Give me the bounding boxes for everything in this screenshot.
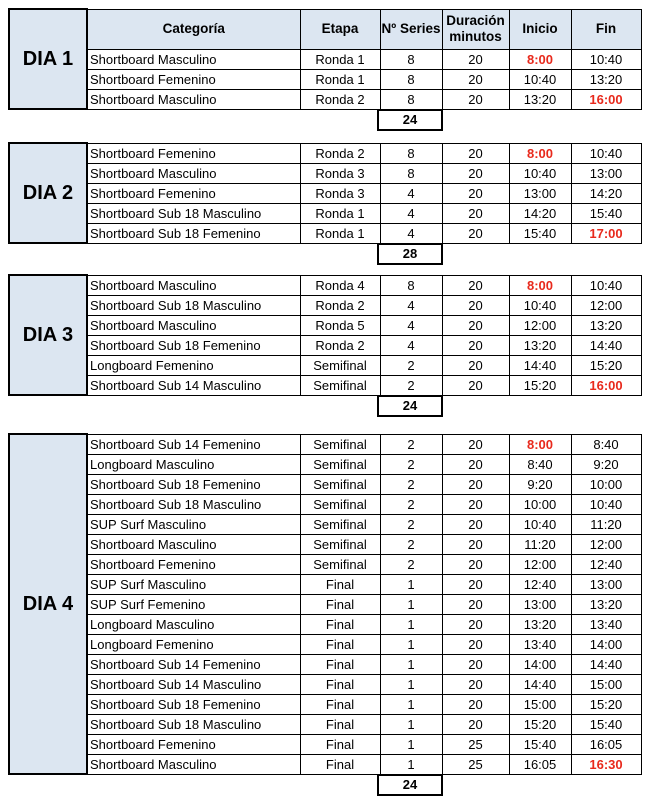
etapa-cell: Semifinal	[300, 474, 380, 494]
categoria-cell: Shortboard Sub 18 Femenino	[87, 223, 300, 243]
header-series: Nº Series	[380, 9, 442, 49]
header-etapa: Etapa	[300, 9, 380, 49]
duracion-cell: 20	[442, 614, 509, 634]
duracion-cell: 25	[442, 734, 509, 754]
etapa-cell: Semifinal	[300, 454, 380, 474]
header-duracion: Duración minutos	[442, 9, 509, 49]
series-cell: 1	[380, 654, 442, 674]
inicio-cell: 9:20	[509, 474, 571, 494]
day-label: DIA 3	[9, 275, 87, 395]
inicio-cell: 11:20	[509, 534, 571, 554]
series-cell: 4	[380, 295, 442, 315]
etapa-cell: Ronda 3	[300, 183, 380, 203]
series-cell: 4	[380, 223, 442, 243]
total-row	[8, 396, 640, 418]
series-cell: 1	[380, 574, 442, 594]
day-label: DIA 2	[9, 143, 87, 243]
series-cell: 2	[380, 454, 442, 474]
categoria-cell: Shortboard Masculino	[87, 315, 300, 335]
etapa-cell: Final	[300, 714, 380, 734]
total-row	[8, 244, 640, 266]
duracion-cell: 20	[442, 203, 509, 223]
series-cell: 2	[380, 355, 442, 375]
fin-cell: 13:00	[571, 163, 641, 183]
table-row	[9, 654, 641, 674]
fin-cell: 12:00	[571, 295, 641, 315]
duracion-cell: 20	[442, 183, 509, 203]
day-table	[8, 433, 642, 775]
table-row	[9, 634, 641, 654]
inicio-cell: 10:40	[509, 69, 571, 89]
duracion-cell: 20	[442, 514, 509, 534]
inicio-cell: 13:20	[509, 614, 571, 634]
categoria-cell: Shortboard Sub 18 Masculino	[87, 295, 300, 315]
fin-cell: 9:20	[571, 454, 641, 474]
duracion-cell: 20	[442, 89, 509, 109]
series-cell: 8	[380, 163, 442, 183]
categoria-cell: Shortboard Masculino	[87, 754, 300, 774]
day-table	[8, 142, 642, 244]
inicio-cell: 14:00	[509, 654, 571, 674]
etapa-cell: Ronda 5	[300, 315, 380, 335]
inicio-cell: 16:05	[509, 754, 571, 774]
duracion-cell: 20	[442, 694, 509, 714]
etapa-cell: Final	[300, 674, 380, 694]
inicio-cell: 14:40	[509, 674, 571, 694]
inicio-cell: 15:20	[509, 714, 571, 734]
categoria-cell: SUP Surf Masculino	[87, 514, 300, 534]
inicio-cell: 14:20	[509, 203, 571, 223]
table-row	[9, 534, 641, 554]
fin-cell: 16:00	[571, 375, 641, 395]
categoria-cell: Shortboard Masculino	[87, 163, 300, 183]
duracion-cell: 20	[442, 69, 509, 89]
table-row	[9, 674, 641, 694]
fin-cell: 15:20	[571, 694, 641, 714]
fin-cell: 15:00	[571, 674, 641, 694]
duracion-cell: 20	[442, 335, 509, 355]
fin-cell: 15:40	[571, 203, 641, 223]
etapa-cell: Final	[300, 734, 380, 754]
inicio-cell: 8:00	[509, 434, 571, 454]
inicio-cell: 13:00	[509, 183, 571, 203]
table-row	[9, 275, 641, 295]
series-cell: 1	[380, 674, 442, 694]
table-row	[9, 754, 641, 774]
duracion-cell: 20	[442, 454, 509, 474]
fin-cell: 15:20	[571, 355, 641, 375]
inicio-cell: 13:20	[509, 335, 571, 355]
categoria-cell: Shortboard Sub 18 Femenino	[87, 335, 300, 355]
etapa-cell: Semifinal	[300, 554, 380, 574]
categoria-cell: Shortboard Sub 18 Femenino	[87, 474, 300, 494]
series-cell: 2	[380, 474, 442, 494]
series-cell: 1	[380, 594, 442, 614]
total-row	[8, 775, 640, 797]
series-cell: 8	[380, 49, 442, 69]
table-row	[9, 355, 641, 375]
fin-cell: 15:40	[571, 714, 641, 734]
series-cell: 2	[380, 514, 442, 534]
series-cell: 2	[380, 494, 442, 514]
fin-cell: 16:05	[571, 734, 641, 754]
fin-cell: 13:20	[571, 594, 641, 614]
table-row	[9, 183, 641, 203]
etapa-cell: Ronda 1	[300, 203, 380, 223]
series-cell: 4	[380, 315, 442, 335]
inicio-cell: 14:40	[509, 355, 571, 375]
fin-cell: 10:40	[571, 49, 641, 69]
total-row	[8, 110, 640, 132]
inicio-cell: 15:40	[509, 734, 571, 754]
day-table	[8, 8, 642, 110]
inicio-cell: 15:00	[509, 694, 571, 714]
inicio-cell: 13:40	[509, 634, 571, 654]
table-row	[9, 89, 641, 109]
series-cell: 1	[380, 734, 442, 754]
duracion-cell: 25	[442, 754, 509, 774]
series-cell: 2	[380, 534, 442, 554]
fin-cell: 12:00	[571, 534, 641, 554]
table-row	[9, 335, 641, 355]
etapa-cell: Final	[300, 654, 380, 674]
table-row	[9, 734, 641, 754]
categoria-cell: Shortboard Femenino	[87, 69, 300, 89]
etapa-cell: Semifinal	[300, 355, 380, 375]
duracion-cell: 20	[442, 275, 509, 295]
categoria-cell: Longboard Femenino	[87, 355, 300, 375]
duracion-cell: 20	[442, 534, 509, 554]
categoria-cell: Shortboard Sub 14 Masculino	[87, 674, 300, 694]
series-cell: 1	[380, 614, 442, 634]
etapa-cell: Final	[300, 614, 380, 634]
etapa-cell: Ronda 1	[300, 223, 380, 243]
table-row	[9, 375, 641, 395]
etapa-cell: Final	[300, 694, 380, 714]
table-row	[9, 714, 641, 734]
etapa-cell: Semifinal	[300, 514, 380, 534]
inicio-cell: 12:00	[509, 315, 571, 335]
fin-cell: 13:20	[571, 315, 641, 335]
etapa-cell: Ronda 4	[300, 275, 380, 295]
duracion-cell: 20	[442, 163, 509, 183]
fin-cell: 14:40	[571, 335, 641, 355]
table-row	[9, 474, 641, 494]
table-row	[9, 143, 641, 163]
table-row	[9, 223, 641, 243]
categoria-cell: Shortboard Sub 18 Masculino	[87, 494, 300, 514]
fin-cell: 11:20	[571, 514, 641, 534]
fin-cell: 14:40	[571, 654, 641, 674]
duracion-cell: 20	[442, 634, 509, 654]
series-cell: 1	[380, 714, 442, 734]
table-row	[9, 514, 641, 534]
series-total: 24	[377, 110, 443, 131]
duracion-cell: 20	[442, 355, 509, 375]
inicio-cell: 8:40	[509, 454, 571, 474]
table-row	[9, 494, 641, 514]
inicio-cell: 10:40	[509, 514, 571, 534]
etapa-cell: Semifinal	[300, 534, 380, 554]
categoria-cell: Shortboard Femenino	[87, 734, 300, 754]
series-total: 28	[377, 244, 443, 265]
series-cell: 8	[380, 143, 442, 163]
etapa-cell: Final	[300, 754, 380, 774]
etapa-cell: Ronda 1	[300, 69, 380, 89]
inicio-cell: 8:00	[509, 275, 571, 295]
categoria-cell: Shortboard Masculino	[87, 89, 300, 109]
categoria-cell: Shortboard Femenino	[87, 183, 300, 203]
categoria-cell: SUP Surf Masculino	[87, 574, 300, 594]
inicio-cell: 12:40	[509, 574, 571, 594]
series-total: 24	[377, 396, 443, 417]
duracion-cell: 20	[442, 714, 509, 734]
fin-cell: 13:40	[571, 614, 641, 634]
fin-cell: 10:40	[571, 494, 641, 514]
duracion-cell: 20	[442, 554, 509, 574]
fin-cell: 8:40	[571, 434, 641, 454]
table-row	[9, 434, 641, 454]
etapa-cell: Final	[300, 594, 380, 614]
categoria-cell: Shortboard Femenino	[87, 143, 300, 163]
fin-cell: 10:40	[571, 143, 641, 163]
duracion-cell: 20	[442, 49, 509, 69]
fin-cell: 13:20	[571, 69, 641, 89]
series-cell: 1	[380, 754, 442, 774]
inicio-cell: 13:00	[509, 594, 571, 614]
categoria-cell: Longboard Femenino	[87, 634, 300, 654]
categoria-cell: Shortboard Sub 14 Femenino	[87, 654, 300, 674]
table-row	[9, 203, 641, 223]
categoria-cell: Longboard Masculino	[87, 614, 300, 634]
day-block-3	[8, 274, 640, 418]
categoria-cell: Shortboard Sub 18 Masculino	[87, 203, 300, 223]
day-block-4	[8, 433, 640, 797]
etapa-cell: Ronda 2	[300, 295, 380, 315]
duracion-cell: 20	[442, 143, 509, 163]
categoria-cell: Shortboard Sub 18 Masculino	[87, 714, 300, 734]
day-table	[8, 274, 642, 396]
categoria-cell: SUP Surf Femenino	[87, 594, 300, 614]
categoria-cell: Shortboard Masculino	[87, 49, 300, 69]
series-cell: 4	[380, 335, 442, 355]
fin-cell: 10:00	[571, 474, 641, 494]
table-row	[9, 163, 641, 183]
etapa-cell: Semifinal	[300, 375, 380, 395]
duracion-cell: 20	[442, 594, 509, 614]
day-label: DIA 4	[9, 434, 87, 774]
table-row	[9, 554, 641, 574]
header-row	[9, 9, 641, 49]
inicio-cell: 15:20	[509, 375, 571, 395]
fin-cell: 13:00	[571, 574, 641, 594]
fin-cell: 12:40	[571, 554, 641, 574]
categoria-cell: Shortboard Sub 14 Masculino	[87, 375, 300, 395]
categoria-cell: Shortboard Masculino	[87, 534, 300, 554]
table-row	[9, 614, 641, 634]
categoria-cell: Longboard Masculino	[87, 454, 300, 474]
etapa-cell: Final	[300, 574, 380, 594]
header-inicio: Inicio	[509, 9, 571, 49]
series-cell: 4	[380, 183, 442, 203]
series-total: 24	[377, 775, 443, 796]
day-block-2	[8, 142, 640, 266]
fin-cell: 17:00	[571, 223, 641, 243]
categoria-cell: Shortboard Femenino	[87, 554, 300, 574]
fin-cell: 14:20	[571, 183, 641, 203]
table-row	[9, 454, 641, 474]
inicio-cell: 10:40	[509, 295, 571, 315]
table-row	[9, 574, 641, 594]
etapa-cell: Ronda 2	[300, 143, 380, 163]
series-cell: 4	[380, 203, 442, 223]
table-row	[9, 694, 641, 714]
series-cell: 8	[380, 275, 442, 295]
day-label: DIA 1	[9, 9, 87, 109]
categoria-cell: Shortboard Sub 14 Femenino	[87, 434, 300, 454]
duracion-cell: 20	[442, 295, 509, 315]
duracion-cell: 20	[442, 434, 509, 454]
fin-cell: 10:40	[571, 275, 641, 295]
categoria-cell: Shortboard Masculino	[87, 275, 300, 295]
inicio-cell: 8:00	[509, 49, 571, 69]
table-row	[9, 295, 641, 315]
header-categoria: Categoría	[87, 9, 300, 49]
series-cell: 2	[380, 375, 442, 395]
etapa-cell: Semifinal	[300, 494, 380, 514]
etapa-cell: Final	[300, 634, 380, 654]
table-row	[9, 315, 641, 335]
etapa-cell: Ronda 2	[300, 335, 380, 355]
etapa-cell: Semifinal	[300, 434, 380, 454]
duracion-cell: 20	[442, 223, 509, 243]
header-fin: Fin	[571, 9, 641, 49]
inicio-cell: 13:20	[509, 89, 571, 109]
inicio-cell: 12:00	[509, 554, 571, 574]
duracion-cell: 20	[442, 574, 509, 594]
table-row	[9, 49, 641, 69]
etapa-cell: Ronda 3	[300, 163, 380, 183]
inicio-cell: 15:40	[509, 223, 571, 243]
duracion-cell: 20	[442, 375, 509, 395]
duracion-cell: 20	[442, 674, 509, 694]
fin-cell: 16:00	[571, 89, 641, 109]
table-row	[9, 69, 641, 89]
duracion-cell: 20	[442, 474, 509, 494]
inicio-cell: 8:00	[509, 143, 571, 163]
fin-cell: 14:00	[571, 634, 641, 654]
duracion-cell: 20	[442, 494, 509, 514]
series-cell: 1	[380, 634, 442, 654]
table-row	[9, 594, 641, 614]
fin-cell: 16:30	[571, 754, 641, 774]
inicio-cell: 10:40	[509, 163, 571, 183]
inicio-cell: 10:00	[509, 494, 571, 514]
series-cell: 1	[380, 694, 442, 714]
duracion-cell: 20	[442, 654, 509, 674]
categoria-cell: Shortboard Sub 18 Femenino	[87, 694, 300, 714]
series-cell: 2	[380, 554, 442, 574]
etapa-cell: Ronda 1	[300, 49, 380, 69]
series-cell: 2	[380, 434, 442, 454]
etapa-cell: Ronda 2	[300, 89, 380, 109]
series-cell: 8	[380, 69, 442, 89]
day-block-1	[8, 8, 640, 132]
series-cell: 8	[380, 89, 442, 109]
duracion-cell: 20	[442, 315, 509, 335]
